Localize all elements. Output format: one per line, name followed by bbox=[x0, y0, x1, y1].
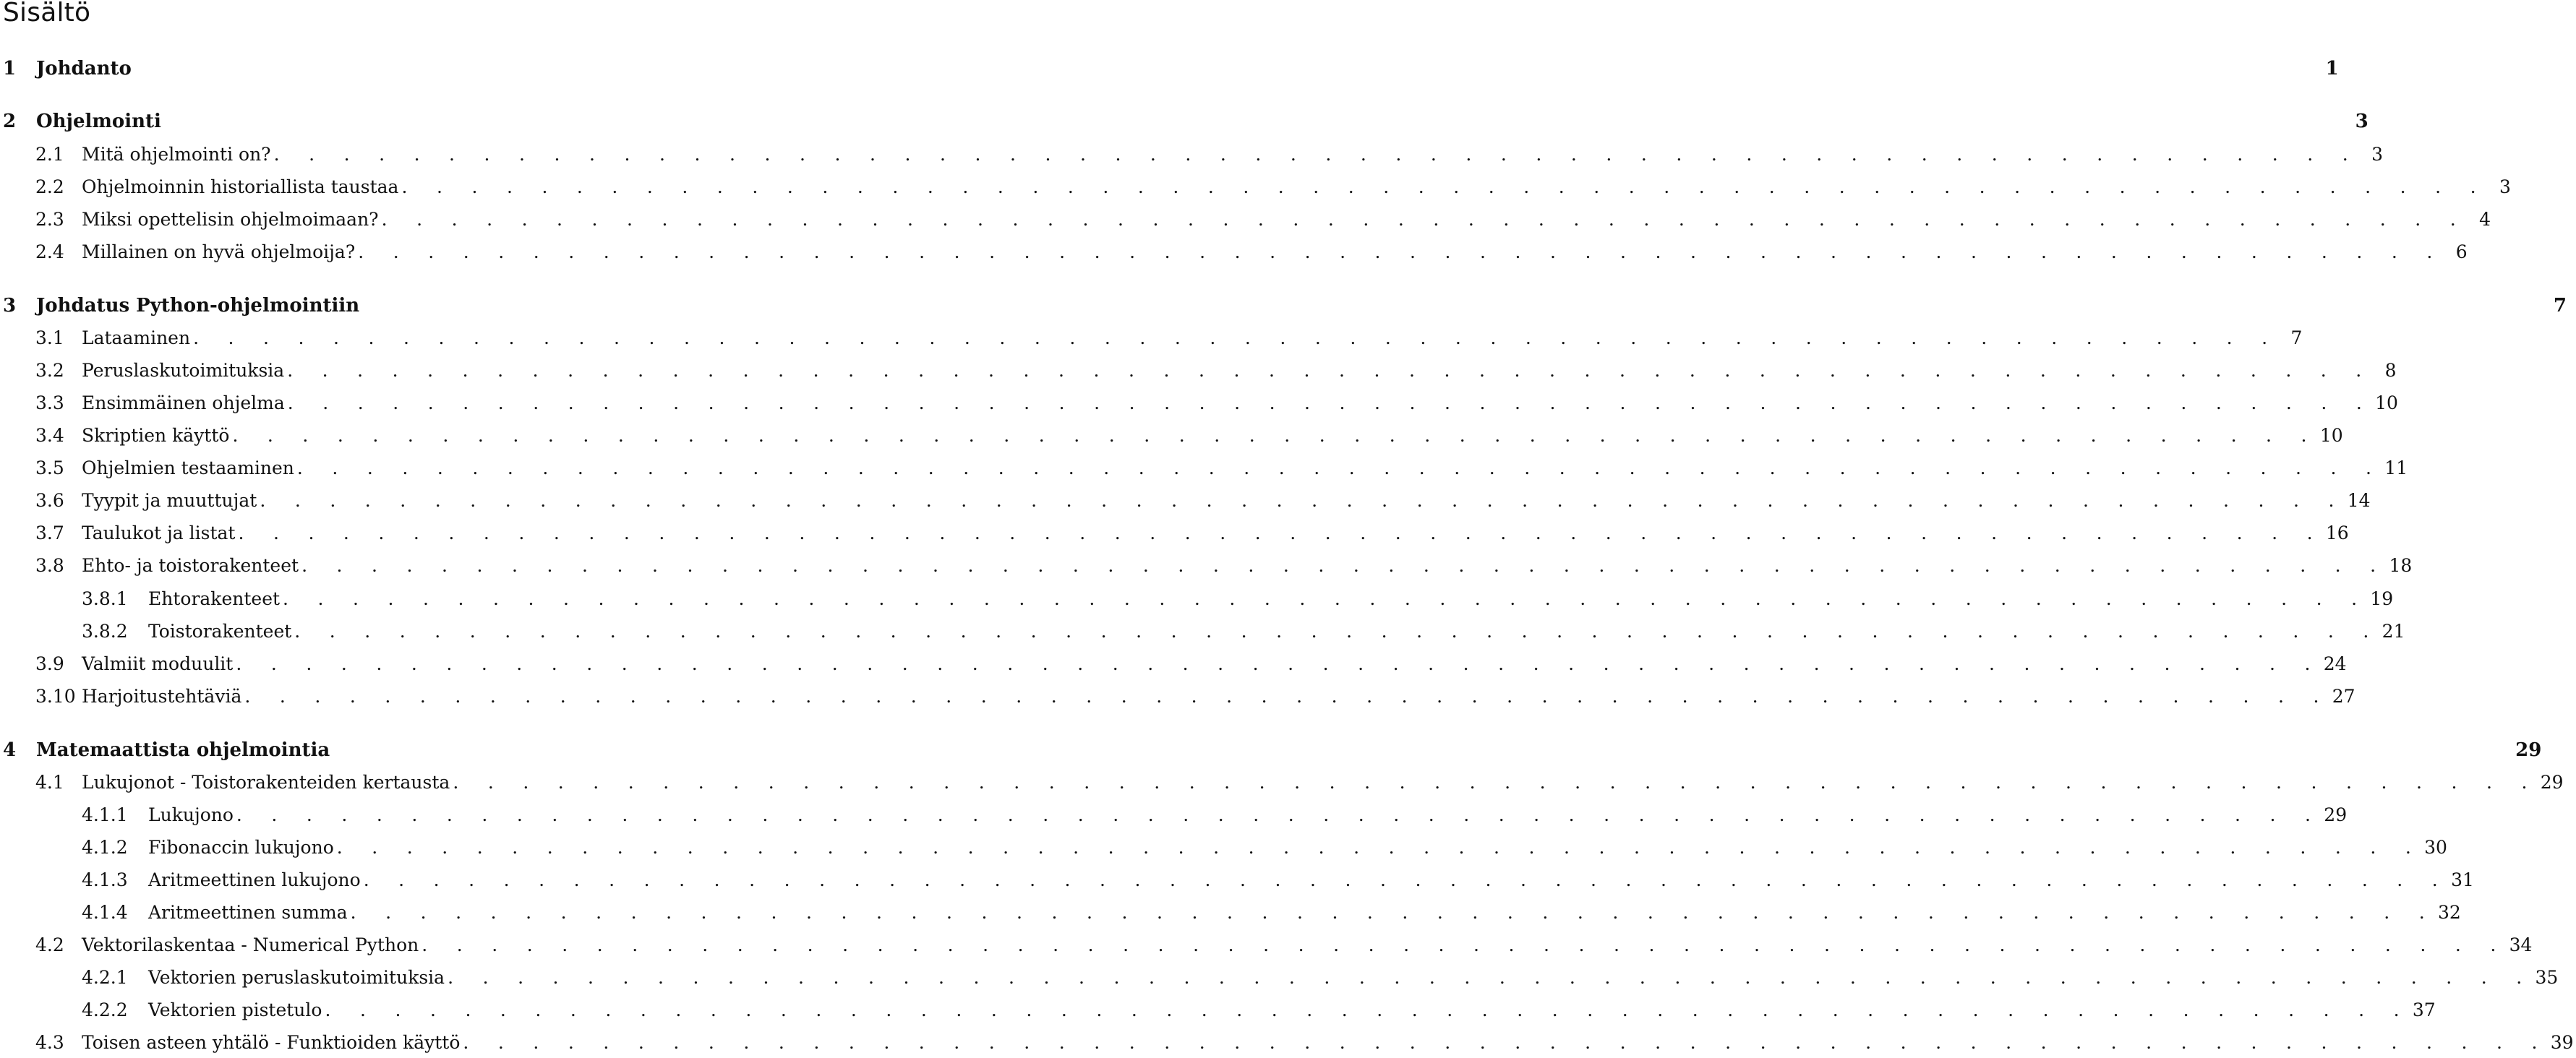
toc-entry-number: 3.7 bbox=[35, 522, 64, 543]
toc-entry-page-number: 10 bbox=[2319, 425, 2343, 446]
toc-entry-number: 2.3 bbox=[35, 209, 64, 230]
toc-entry-number: 4.2.1 bbox=[82, 967, 128, 988]
toc-chapter-entry[interactable] bbox=[0, 735, 2542, 765]
toc-entry-page-number: 3 bbox=[2499, 176, 2511, 197]
toc-entry-title: Taulukot ja listat bbox=[82, 522, 236, 543]
toc-subsection-entry[interactable] bbox=[0, 616, 2405, 647]
toc-entry-number: 2 bbox=[3, 111, 17, 132]
toc-entry-page-number: 10 bbox=[2375, 392, 2398, 413]
toc-section-entry[interactable] bbox=[0, 767, 2564, 798]
toc-entry-number: 2.4 bbox=[35, 241, 64, 262]
toc-entry-page-number: 32 bbox=[2438, 902, 2461, 923]
toc-entry-page-number: 35 bbox=[2535, 967, 2559, 988]
toc-entry-title: Lukujono bbox=[148, 804, 234, 825]
toc-entry-title: Ehto- ja toistorakenteet bbox=[82, 555, 299, 576]
toc-entry-title: Fibonaccin lukujono bbox=[148, 837, 334, 858]
toc-entry-number: 4.2.2 bbox=[82, 999, 128, 1020]
toc-entry-page-number: 24 bbox=[2323, 653, 2347, 674]
dot-leader: . . . . . . . . . . . . . . . . . . . . . . . . . . . . . . . . . . . . . . . . . . . . . . . . . . . . . . . . . . . . bbox=[236, 653, 2322, 674]
toc-section-entry[interactable] bbox=[0, 453, 2408, 483]
toc-entry-title: Johdatus Python-ohjelmointiin bbox=[36, 295, 360, 317]
toc-entry-number: 4.1 bbox=[35, 772, 64, 793]
toc-entry-title: Tyypit ja muuttujat bbox=[82, 490, 257, 511]
dot-leader: . . . . . . . . . . . . . . . . . . . . . . . . . . . . . . . . . . . . . . . . . . . . . . . . . . . . . . . . . . . . bbox=[294, 621, 2381, 642]
toc-entry-page-number: 11 bbox=[2384, 457, 2408, 478]
toc-subsection-entry[interactable] bbox=[0, 833, 2447, 863]
dot-leader: . . . . . . . . . . . . . . . . . . . . . . . . . . . . . . . . . . . . . . . . . . . . . . . . . . . . . . . . . . . . bbox=[363, 869, 2450, 890]
toc-entry-title: Ehtorakenteet bbox=[148, 588, 281, 609]
toc-entry-page-number: 6 bbox=[2455, 241, 2468, 262]
toc-entry-title: Aritmeettinen lukujono bbox=[148, 869, 361, 890]
toc-entry-title: Aritmeettinen summa bbox=[148, 902, 348, 923]
toc-section-entry[interactable] bbox=[0, 421, 2343, 451]
dot-leader: . . . . . . . . . . . . . . . . . . . . . . . . . . . . . . . . . . . . . . . . . . . . . . . . . . . . . . . . . . . . bbox=[463, 1032, 2549, 1053]
dot-leader: . . . . . . . . . . . . . . . . . . . . . . . . . . . . . . . . . . . . . . . . . . . . . . . . . . . . . . . . . . . . bbox=[336, 837, 2423, 858]
dot-leader: . . . . . . . . . . . . . . . . . . . . . . . . . . . . . . . . . . . . . . . . . . . . . . . . . . . . . . . . . . . . bbox=[296, 457, 2384, 478]
toc-entry-number: 4.1.2 bbox=[82, 837, 128, 858]
toc-entry-title: Matemaattista ohjelmointia bbox=[36, 739, 330, 761]
toc-entry-title: Valmiit moduulit bbox=[82, 653, 234, 674]
toc-entry-title: Ohjelmien testaaminen bbox=[82, 457, 294, 478]
toc-entry-page-number: 7 bbox=[2290, 327, 2303, 348]
dot-leader: . . . . . . . . . . . . . . . . . . . . . . . . . . . . . . . . . . . . . . . . . . . . . . . . . . . . . . . . . . . . bbox=[283, 588, 2369, 609]
toc-entry-page-number: 19 bbox=[2370, 588, 2394, 609]
toc-subsection-entry[interactable] bbox=[0, 963, 2559, 993]
toc-subsection-entry[interactable] bbox=[0, 800, 2348, 830]
toc-entry-page-number: 21 bbox=[2382, 621, 2405, 642]
toc-entry-number: 2.1 bbox=[35, 144, 64, 165]
toc-entry-page-number: 29 bbox=[2540, 772, 2564, 793]
toc-section-entry[interactable] bbox=[0, 139, 2383, 170]
toc-entry-title: Peruslaskutoimituksia bbox=[82, 360, 285, 381]
toc-entry-page-number: 31 bbox=[2451, 869, 2474, 890]
toc-entry-number: 3.6 bbox=[35, 490, 64, 511]
dot-leader: . . . . . . . . . . . . . . . . . . . . . . . . . . . . . . . . . . . . . . . . . . . . . . . . . . . . . . . . . . . . bbox=[232, 425, 2319, 446]
toc-entry-number: 4.1.1 bbox=[82, 804, 128, 825]
toc-chapter-entry[interactable] bbox=[0, 53, 2339, 84]
toc-section-entry[interactable] bbox=[0, 649, 2347, 679]
toc-entry-number: 2.2 bbox=[35, 176, 64, 197]
dot-leader: . . . . . . . . . . . . . . . . . . . . . . . . . . . . . . . . . . . . . . . . . . . . . . . . . . . . . . . . . . . . bbox=[273, 144, 2360, 165]
dot-leader: . . . . . . . . . . . . . . . . . . . . . . . . . . . . . . . . . . . . . . . . . . . . . . . . . . . . . . . . . . . . bbox=[448, 967, 2534, 988]
toc-entry-page-number: 34 bbox=[2509, 934, 2533, 955]
toc-entry-number: 4.1.3 bbox=[82, 869, 128, 890]
toc-entry-title: Johdanto bbox=[36, 58, 132, 79]
toc-section-entry[interactable] bbox=[0, 388, 2398, 418]
toc-entry-number: 4.3 bbox=[35, 1032, 64, 1053]
toc-entry-page-number: 1 bbox=[2325, 58, 2339, 79]
toc-entry-number: 3.8 bbox=[35, 555, 64, 576]
toc-entry-page-number: 16 bbox=[2325, 522, 2349, 543]
toc-subsection-entry[interactable] bbox=[0, 865, 2474, 895]
toc-entry-title: Millainen on hyvä ohjelmoija? bbox=[82, 241, 356, 262]
toc-entry-number: 4.2 bbox=[35, 934, 64, 955]
toc-entry-title: Ensimmäinen ohjelma bbox=[82, 392, 285, 413]
dot-leader: . . . . . . . . . . . . . . . . . . . . . . . . . . . . . . . . . . . . . . . . . . . . . . . . . . . . . . . . . . . . bbox=[358, 241, 2444, 262]
toc-section-entry[interactable] bbox=[0, 205, 2491, 235]
toc-subsection-entry[interactable] bbox=[0, 898, 2461, 928]
toc-section-entry[interactable] bbox=[0, 930, 2533, 960]
toc-entry-title: Toisen asteen yhtälö - Funktioiden käyttö bbox=[82, 1032, 461, 1053]
toc-entry-title: Ohjelmoinnin historiallista taustaa bbox=[82, 176, 399, 197]
toc-entry-title: Vektorien pistetulo bbox=[148, 999, 322, 1020]
toc-entry-page-number: 30 bbox=[2424, 837, 2447, 858]
toc-entry-number: 4 bbox=[3, 739, 17, 761]
toc-entry-title: Miksi opettelisin ohjelmoimaan? bbox=[82, 209, 379, 230]
toc-entry-page-number: 8 bbox=[2384, 360, 2397, 381]
dot-leader: . . . . . . . . . . . . . . . . . . . . . . . . . . . . . . . . . . . . . . . . . . . . . . . . . . . . . . . . . . . . bbox=[287, 360, 2374, 381]
toc-chapter-entry[interactable] bbox=[0, 291, 2567, 321]
toc-section-entry[interactable] bbox=[0, 237, 2468, 267]
dot-leader: . . . . . . . . . . . . . . . . . . . . . . . . . . . . . . . . . . . . . . . . . . . . . . . . . . . . . . . . . . . . bbox=[260, 490, 2346, 511]
toc-entry-title: Vektorilaskentaa - Numerical Python bbox=[82, 934, 419, 955]
toc-subsection-entry[interactable] bbox=[0, 584, 2394, 614]
toc-entry-title: Lukujonot - Toistorakenteiden kertausta bbox=[82, 772, 450, 793]
dot-leader: . . . . . . . . . . . . . . . . . . . . . . . . . . . . . . . . . . . . . . . . . . . . . . . . . . . . . . . . . . . . bbox=[381, 209, 2468, 230]
dot-leader: . . . . . . . . . . . . . . . . . . . . . . . . . . . . . . . . . . . . . . . . . . . . . . . . . . . . . . . . . . . . bbox=[350, 902, 2436, 923]
dot-leader: . . . . . . . . . . . . . . . . . . . . . . . . . . . . . . . . . . . . . . . . . . . . . . . . . . . . . . . . . . . . bbox=[422, 934, 2508, 955]
toc-section-entry[interactable] bbox=[0, 323, 2303, 353]
toc-entry-page-number: 14 bbox=[2347, 490, 2371, 511]
toc-entry-page-number: 4 bbox=[2479, 209, 2491, 230]
toc-entry-title: Ohjelmointi bbox=[36, 111, 161, 132]
toc-entry-page-number: 29 bbox=[2515, 739, 2542, 761]
toc-entry-page-number: 7 bbox=[2553, 295, 2567, 317]
toc-entry-page-number: 3 bbox=[2355, 111, 2369, 132]
toc-entry-number: 3.3 bbox=[35, 392, 64, 413]
dot-leader: . . . . . . . . . . . . . . . . . . . . . . . . . . . . . . . . . . . . . . . . . . . . . . . . . . . . . . . . . . . . bbox=[301, 555, 2388, 576]
dot-leader: . . . . . . . . . . . . . . . . . . . . . . . . . . . . . . . . . . . . . . . . . . . . . . . . . . . . . . . . . . . . bbox=[238, 522, 2324, 543]
toc-entry-page-number: 27 bbox=[2332, 686, 2355, 707]
toc-entry-number: 3.9 bbox=[35, 653, 64, 674]
toc-entry-number: 3.2 bbox=[35, 360, 64, 381]
toc-entry-number: 3.10 bbox=[35, 686, 76, 707]
dot-leader: . . . . . . . . . . . . . . . . . . . . . . . . . . . . . . . . . . . . . . . . . . . . . . . . . . . . . . . . . . . . bbox=[244, 686, 2331, 707]
toc-subsection-entry[interactable] bbox=[0, 995, 2436, 1025]
toc-entry-number: 4.1.4 bbox=[82, 902, 128, 923]
toc-section-entry[interactable] bbox=[0, 551, 2413, 581]
toc-section-entry[interactable] bbox=[0, 172, 2511, 202]
toc-entry-page-number: 39 bbox=[2550, 1032, 2574, 1053]
toc-entry-number: 3.1 bbox=[35, 327, 64, 348]
toc-entry-page-number: 18 bbox=[2389, 555, 2413, 576]
dot-leader: . . . . . . . . . . . . . . . . . . . . . . . . . . . . . . . . . . . . . . . . . . . . . . . . . . . . . . . . . . . . bbox=[287, 392, 2374, 413]
toc-entry-page-number: 37 bbox=[2412, 999, 2436, 1020]
toc-entry-number: 3.4 bbox=[35, 425, 64, 446]
toc-entry-number: 3.8.2 bbox=[82, 621, 128, 642]
dot-leader: . . . . . . . . . . . . . . . . . . . . . . . . . . . . . . . . . . . . . . . . . . . . . . . . . . . . . . . . . . . . bbox=[453, 772, 2539, 793]
toc-entry-number: 1 bbox=[3, 58, 17, 79]
toc-entry-title: Skriptien käyttö bbox=[82, 425, 230, 446]
toc-entry-title: Lataaminen bbox=[82, 327, 191, 348]
dot-leader: . . . . . . . . . . . . . . . . . . . . . . . . . . . . . . . . . . . . . . . . . . . . . . . . . . . . . . . . . . . . bbox=[401, 176, 2488, 197]
toc-entry-page-number: 29 bbox=[2324, 804, 2348, 825]
toc-entry-title: Vektorien peruslaskutoimituksia bbox=[148, 967, 445, 988]
toc-section-entry[interactable] bbox=[0, 356, 2397, 386]
toc-entry-number: 3.5 bbox=[35, 457, 64, 478]
toc-entry-page-number: 3 bbox=[2371, 144, 2383, 165]
toc-entry-title: Mitä ohjelmointi on? bbox=[82, 144, 271, 165]
toc-section-entry[interactable] bbox=[0, 681, 2355, 712]
toc-section-entry[interactable] bbox=[0, 486, 2371, 516]
toc-chapter-entry[interactable] bbox=[0, 106, 2369, 137]
toc-section-entry[interactable] bbox=[0, 1028, 2574, 1058]
toc-entry-title: Harjoitustehtäviä bbox=[82, 686, 242, 707]
toc-section-entry[interactable] bbox=[0, 518, 2349, 549]
page-title: Sisältö bbox=[3, 0, 91, 27]
toc-entry-number: 3.8.1 bbox=[82, 588, 128, 609]
dot-leader: . . . . . . . . . . . . . . . . . . . . . . . . . . . . . . . . . . . . . . . . . . . . . . . . . . . . . . . . . . . . bbox=[193, 327, 2280, 348]
dot-leader: . . . . . . . . . . . . . . . . . . . . . . . . . . . . . . . . . . . . . . . . . . . . . . . . . . . . . . . . . . . . bbox=[236, 804, 2323, 825]
dot-leader: . . . . . . . . . . . . . . . . . . . . . . . . . . . . . . . . . . . . . . . . . . . . . . . . . . . . . . . . . . . . bbox=[325, 999, 2411, 1020]
toc-entry-number: 3 bbox=[3, 295, 17, 317]
toc-entry-title: Toistorakenteet bbox=[148, 621, 292, 642]
